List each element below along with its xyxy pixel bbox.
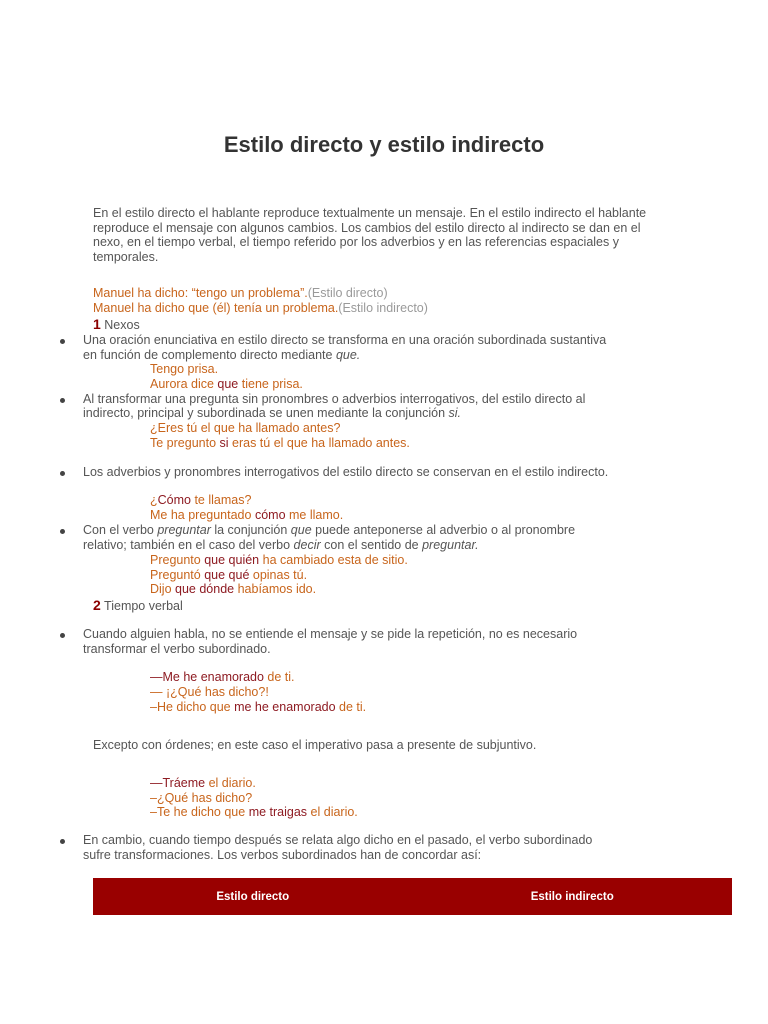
page-title: Estilo directo y estilo indirecto [223, 132, 545, 157]
text-segment: sufre transformaciones. Los verbos subordinados han de concordar así: [83, 848, 482, 862]
section-heading [93, 317, 140, 333]
example-line [150, 493, 251, 508]
text-segment: (Estilo directo) [307, 286, 388, 300]
example-line [150, 670, 295, 685]
text-segment: opinas tú. [249, 568, 308, 582]
text-line [83, 333, 606, 348]
example-line [150, 685, 269, 700]
text-segment: preguntar. [422, 538, 479, 552]
example-line [150, 553, 408, 568]
text-segment: Tengo prisa. [150, 362, 219, 376]
example-line [150, 791, 252, 806]
text-segment: que quién [204, 553, 260, 567]
text-segment: (Estilo indirecto) [338, 301, 428, 315]
text-segment: habíamos ido. [234, 582, 317, 596]
text-segment: de ti. [263, 670, 295, 684]
text-segment: Nexos [100, 318, 140, 332]
text-segment: En cambio, cuando tiempo después se relata algo dicho en el pasado, el verbo subordinado [83, 833, 593, 847]
text-segment: Tiempo verbal [100, 599, 183, 613]
example-line [150, 436, 410, 451]
section-number: 1 [93, 316, 101, 332]
text-line [83, 406, 461, 421]
text-segment: — ¡¿Qué has dicho?! [150, 685, 269, 699]
text-segment: me traigas [248, 805, 308, 819]
section-number: 2 [93, 597, 101, 613]
text-segment: Te pregunto [150, 436, 220, 450]
example-line [150, 421, 340, 436]
text-segment: si [219, 436, 229, 450]
example-line [150, 776, 256, 791]
text-segment: relativo; también en el caso del verbo [83, 538, 294, 552]
text-line [83, 465, 608, 480]
text-segment: —Me he enamorado [150, 670, 264, 684]
bullet-icon [60, 471, 65, 476]
example-line [150, 582, 316, 597]
text-segment: Al transformar una pregunta sin pronombres o adverbios interrogativos, del estilo directo al [83, 392, 586, 406]
text-line [83, 627, 577, 642]
text-segment: Aurora dice [150, 377, 218, 391]
text-line [83, 392, 585, 407]
text-segment: ¿ [150, 493, 158, 507]
text-line [83, 848, 481, 863]
text-segment: transformar el verbo subordinado. [83, 642, 271, 656]
column-header-indirect: Estilo indirecto [530, 890, 614, 903]
text-segment: Pregunto [150, 553, 205, 567]
text-line [83, 833, 592, 848]
text-segment: el diario. [205, 776, 256, 790]
text-segment: que. [335, 348, 361, 362]
column-header-direct: Estilo directo [216, 890, 290, 903]
text-segment: que qué [204, 568, 250, 582]
text-segment: —Tráeme [150, 776, 206, 790]
text-segment: decir [293, 538, 321, 552]
example-line [150, 700, 366, 715]
text-segment: Con el verbo [83, 523, 158, 537]
text-segment: Una oración enunciativa en estilo directo se transforma en una oración subordinada sustantiva [83, 333, 607, 347]
bullet-icon [60, 398, 65, 403]
text-line [93, 286, 388, 301]
text-segment: cómo [254, 508, 286, 522]
bullet-icon [60, 839, 65, 844]
text-segment: si. [448, 406, 462, 420]
text-segment: que dónde [175, 582, 235, 596]
bullet-icon [60, 339, 65, 344]
text-segment: que [290, 523, 312, 537]
text-segment: me he enamorado [234, 700, 336, 714]
text-segment: que [217, 377, 239, 391]
text-segment: te llamas? [190, 493, 252, 507]
text-segment: la conjunción [210, 523, 291, 537]
text-segment: preguntar [157, 523, 211, 537]
text-line [83, 642, 271, 657]
intro-paragraph: En el estilo directo el hablante reproduce textualmente un mensaje. En el estilo indirecto el hablante reproduce el mensaje con algunos cambios. Los cambios del estilo directo al indirecto se dan en el nexo, en el tiempo verbal, el tiempo referido por los adverbios y en las referencias espaciales y temporales. [93, 206, 647, 264]
text-segment: puede anteponerse al adverbio o al pronombre [311, 523, 576, 537]
text-segment: –He dicho que [150, 700, 235, 714]
example-line [150, 805, 358, 820]
text-segment: –¿Qué has dicho? [150, 791, 253, 805]
text-segment: indirecto, principal y subordinada se unen mediante la conjunción [83, 406, 449, 420]
example-line [150, 508, 343, 523]
text-segment: eras tú el que ha llamado antes. [228, 436, 410, 450]
text-line [93, 301, 428, 316]
text-line [83, 523, 575, 538]
text-segment: de ti. [335, 700, 367, 714]
text-segment: el diario. [307, 805, 358, 819]
text-segment: tiene prisa. [238, 377, 303, 391]
example-line [150, 568, 307, 583]
example-line [150, 362, 218, 377]
example-line [150, 377, 303, 392]
text-segment: Excepto con órdenes; en este caso el imperativo pasa a presente de subjuntivo. [93, 738, 537, 752]
text-segment: Manuel ha dicho que (él) tenía un problema. [93, 301, 339, 315]
text-segment: ha cambiado esta de sitio. [259, 553, 408, 567]
bullet-icon [60, 529, 65, 534]
text-line [83, 538, 479, 553]
text-segment: Cuando alguien habla, no se entiende el mensaje y se pide la repetición, no es necesario [83, 627, 578, 641]
text-segment: Dijo [150, 582, 176, 596]
tense-table-header [93, 878, 732, 915]
text-segment: con el sentido de [320, 538, 423, 552]
bullet-icon [60, 633, 65, 638]
text-segment: Los adverbios y pronombres interrogativos del estilo directo se conservan en el estilo indirecto. [83, 465, 609, 479]
text-segment: me llamo. [285, 508, 344, 522]
text-segment: ¿Eres tú el que ha llamado antes? [150, 421, 341, 435]
text-segment: Manuel ha dicho: “tengo un problema”. [93, 286, 308, 300]
text-line [83, 348, 360, 363]
section-heading [93, 598, 183, 614]
text-segment: Me ha preguntado [150, 508, 255, 522]
text-line [93, 738, 536, 753]
text-segment: Preguntó [150, 568, 205, 582]
text-segment: en función de complemento directo mediante [83, 348, 336, 362]
text-segment: Cómo [157, 493, 191, 507]
text-segment: –Te he dicho que [150, 805, 249, 819]
